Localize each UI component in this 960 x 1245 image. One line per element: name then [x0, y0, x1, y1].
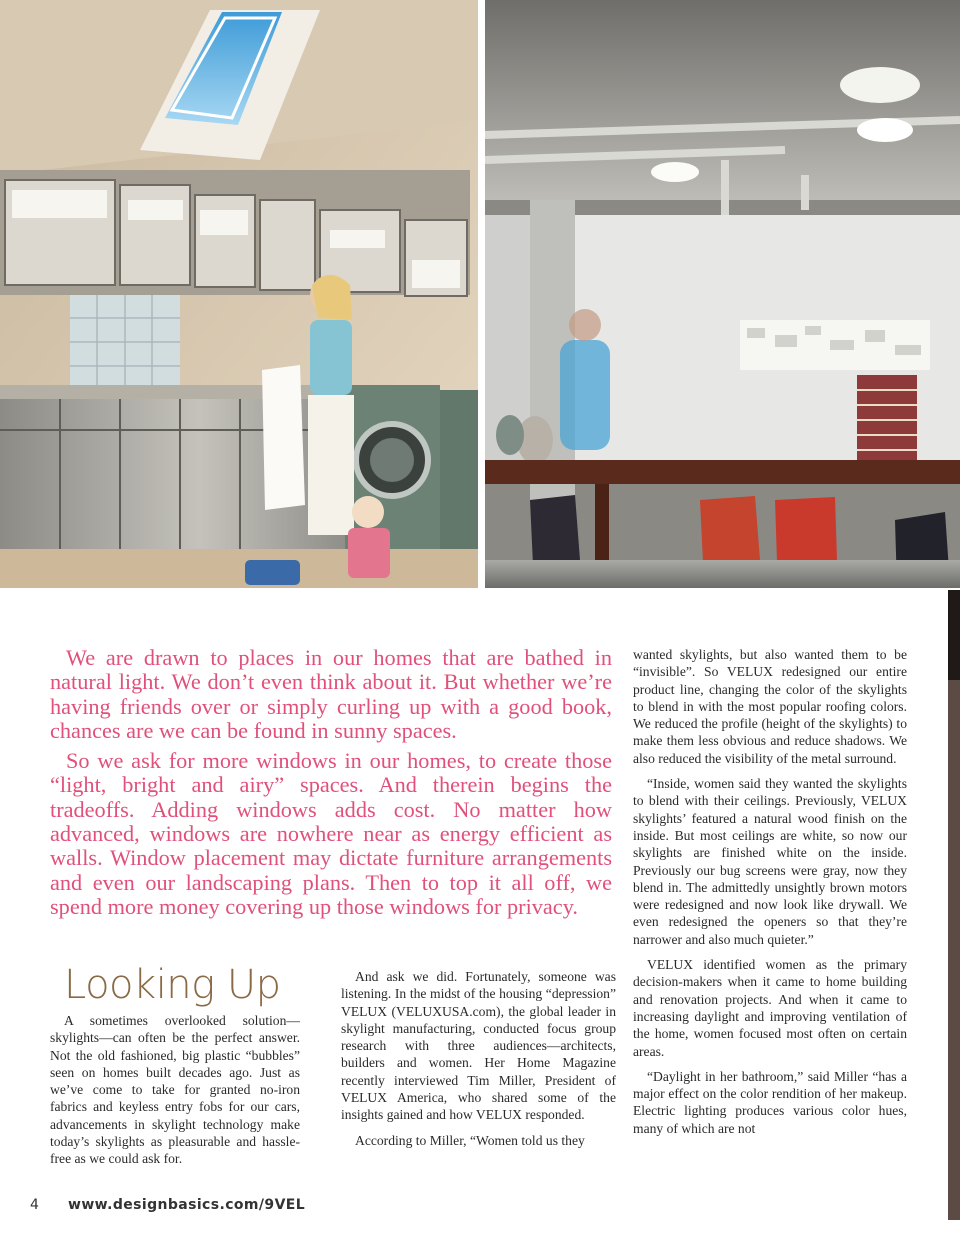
- article-paragraph: A sometimes overlooked solution—skylights—can often be the perfect answer. Not the old fashioned, big plastic “bubbles” seen on homes built decades ago. Just as we’ve come to take for granted no-iron fabrics and keyless entry fobs for our cars, advancements in skylight technology make today’s skylights as pleasurable and hassle-free as we could ask for.: [50, 1013, 300, 1167]
- section-heading: Looking Up: [64, 962, 281, 1008]
- page-number: 4: [30, 1197, 39, 1213]
- intro-paragraph: We are drawn to places in our homes that are bathed in natural light. We don’t even think about it. But whether we’re having friends over or simply curling up with a good book, chances are we can be found in sunny spaces.: [50, 645, 612, 743]
- article-column-1: [50, 1012, 300, 1176]
- next-page-photo-edge: [948, 590, 960, 1220]
- intro-paragraph: So we ask for more windows in our homes, to create those “light, bright and airy” spaces. And therein begins the tradeoffs. Adding windows adds cost. No matter how advanced, windows are nowhere near as energy efficient as walls. Window placement may dictate furniture arrangements and even our landscaping plans. Then to top it all off, we spend more money covering up those windows for privacy.: [50, 748, 612, 919]
- article-paragraph: VELUX identified women as the primary decision-makers when it came to home building and renovation projects. And when it came to increasing daylight and improving ventilation of the home, women focused most often on certain areas.: [633, 957, 907, 1059]
- footer-url-link[interactable]: www.designbasics.com/9VEL: [68, 1197, 306, 1213]
- article-paragraph: And ask we did. Fortunately, someone was listening. In the midst of the housing “depression” VELUX (VELUXUSA.com), the global leader in skylight manufacturing, conducted focus group research with three audiences—architects, builders and women. Her Home Magazine recently interviewed Tim Miller, President of VELUX America, who shared some of the insights gained and how VELUX responded.: [341, 969, 616, 1123]
- intro-text: [50, 646, 612, 925]
- photo-gutter: [478, 0, 485, 588]
- article-paragraph: wanted skylights, but also wanted them to be “invisible”. So VELUX redesigned our entire product line, changing the color of the skylights to blend in with the most popular roofing colors. We reduced the profile (height of the skylights) to make them less obvious and reduce shadows. We also reduced the visibility of the metal surround.: [633, 647, 907, 766]
- article-paragraph: “Daylight in her bathroom,” said Miller “has a major effect on the color rendition of her makeup. Electric lighting produces various color hues, many of which are not: [633, 1068, 907, 1136]
- article-column-2: [341, 968, 616, 1157]
- basement-office-photo: [485, 0, 960, 588]
- article-column-3: [633, 646, 907, 1145]
- laundry-room-photo: [0, 0, 478, 588]
- article-paragraph: According to Miller, “Women told us they: [355, 1132, 585, 1148]
- article-paragraph: “Inside, women said they wanted the skylights to blend with their ceilings. Previously, VELUX skylights’ featured a natural wood finish on the inside. But most ceilings are white, so now our skylights are finished white on the inside. Previously our bug screens were gray, now they blend in. The admittedly unsightly brown motors were redesigned and now look like drywall. We even redesigned the openers so that they’re narrower and also much quieter.”: [633, 776, 907, 947]
